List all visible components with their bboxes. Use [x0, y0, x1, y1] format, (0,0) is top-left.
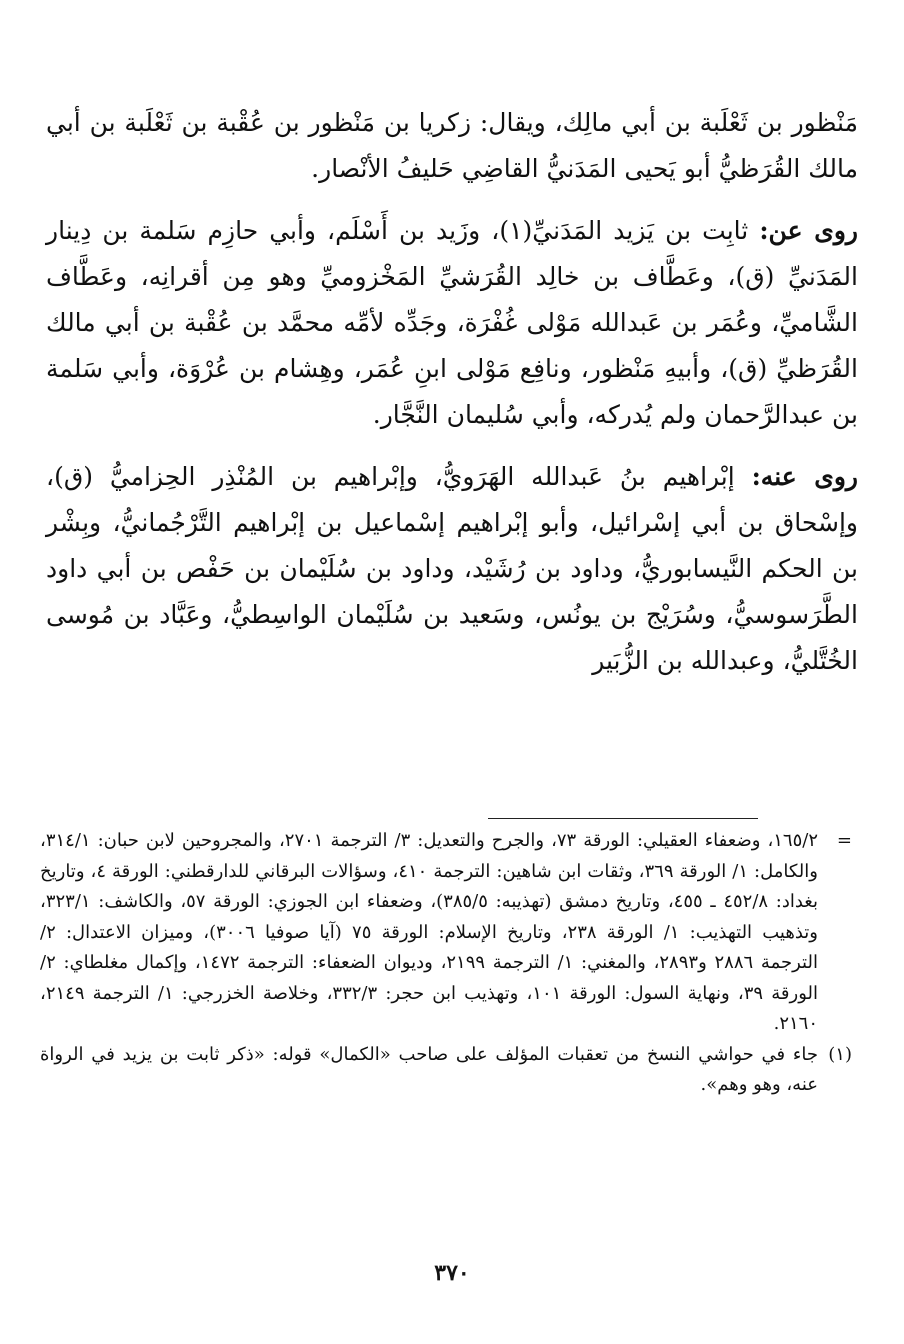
paragraph-lead: روى عن:	[759, 216, 859, 245]
footnotes	[40, 826, 852, 1101]
main-text	[46, 100, 858, 684]
footnote-divider	[488, 818, 758, 819]
paragraph-narrated-by	[46, 454, 858, 684]
page-number: ٣٧٠	[434, 1260, 470, 1286]
paragraph-text: مَنْظور بن ثَعْلَبة بن أبي مالِك، ويقال: زكريا بن مَنْظور بن عُقْبة بن ثَعْلَبة بن أبي مالك القُرَظيُّ أبو يَحيى المَدَنيُّ القاضِي حَليفُ الأنْصار.	[46, 108, 858, 183]
paragraph-name	[46, 100, 858, 192]
footnote-text: ١٦٥/٢، وضعفاء العقيلي: الورقة ٧٣، والجرح والتعديل: ٣/ الترجمة ٢٧٠١، والمجروحين لابن حبان: ٣١٤/١، والكامل: ١/ الورقة ٣٦٩، وثقات ابن شاهين: الترجمة ٤١٠، وسؤالات البرقاني للدارقطني: الورقة ٤، وتاريخ بغداد: ٤٥٢/٨ ـ ٤٥٥، وتاريخ دمشق (تهذيبه: ٣٨٥/٥)، وضعفاء ابن الجوزي: الورقة ٥٧، والكاشف: ٣٢٣/١، وتذهيب التهذيب: ١/ الورقة ٢٣٨، وتاريخ الإسلام: الورقة ٧٥ (آيا صوفيا ٣٠٠٦)، وميزان الاعتدال: ٢/ الترجمة ٢٨٨٦ و٢٨٩٣، والمغني: ١/ الترجمة ٢١٩٩، وديوان الضعفاء: الترجمة ١٤٧٢، وإكمال مغلطاي: ٢/ الورقة ٣٩، ونهاية السول: الورقة ١٠١، وتهذيب ابن حجر: ٣٣٢/٣، وخلاصة الخزرجي: ١/ الترجمة ٢١٤٩، ٢١٦٠.	[40, 830, 818, 1034]
footnote-mark: =	[836, 830, 852, 851]
footnote-1	[40, 1040, 852, 1101]
paragraph-text: إبْراهيم بنُ عَبدالله الهَرَويُّ، وإبْراهيم بن المُنْذِر الحِزاميُّ (ق)، وإسْحاق بن أبي إسْرائيل، وأبو إبْراهيم إسْماعيل بن إبْراهيم التَّرْجُمانيُّ، وبِشْر بن الحكم النَّيسابوريُّ، وداود بن رُشَيْد، وداود بن سُلَيْمان بن حَفْص بن أبي داود الطَّرَسوسيُّ، وسُرَيْج بن يونُس، وسَعيد بن سُلَيْمان الواسِطيُّ، وعَبَّاد بن مُوسى الخُتَّليُّ، وعبدالله بن الزُّبَير	[46, 462, 859, 675]
paragraph-narrated-from	[46, 208, 858, 438]
footnote-text: جاء في حواشي النسخ من تعقبات المؤلف على صاحب «الكمال» قوله: «ذكر ثابت بن يزيد في الرواة عنه، وهو وهم».	[40, 1043, 818, 1095]
page-body	[46, 100, 858, 700]
footnote-mark: (١)	[828, 1043, 852, 1065]
paragraph-lead: روى عنه:	[751, 462, 858, 491]
paragraph-text: ثابِت بن يَزيد المَدَنيِّ(١)، وزَيد بن أَسْلَم، وأبي حازِم سَلمة بن دِينار المَدَنيِّ (ق)، وعَطَّاف بن خالِد القُرَشيِّ المَخْزوميِّ وهو مِن أقرانِه، وعَطَّاف الشَّاميِّ، وعُمَر بن عَبدالله مَوْلى غُفْرَة، وجَدِّه لأمِّه محمَّد بن عُقْبة بن أبي مالك القُرَظيِّ (ق)، وأبيهِ مَنْظور، ونافِع مَوْلى ابنِ عُمَر، وهِشام بن عُرْوَة، وأبي سَلمة بن عبدالرَّحمان ولم يُدركه، وأبي سُليمان النَّجَّار.	[46, 216, 858, 429]
footnote-continued	[40, 826, 852, 1040]
